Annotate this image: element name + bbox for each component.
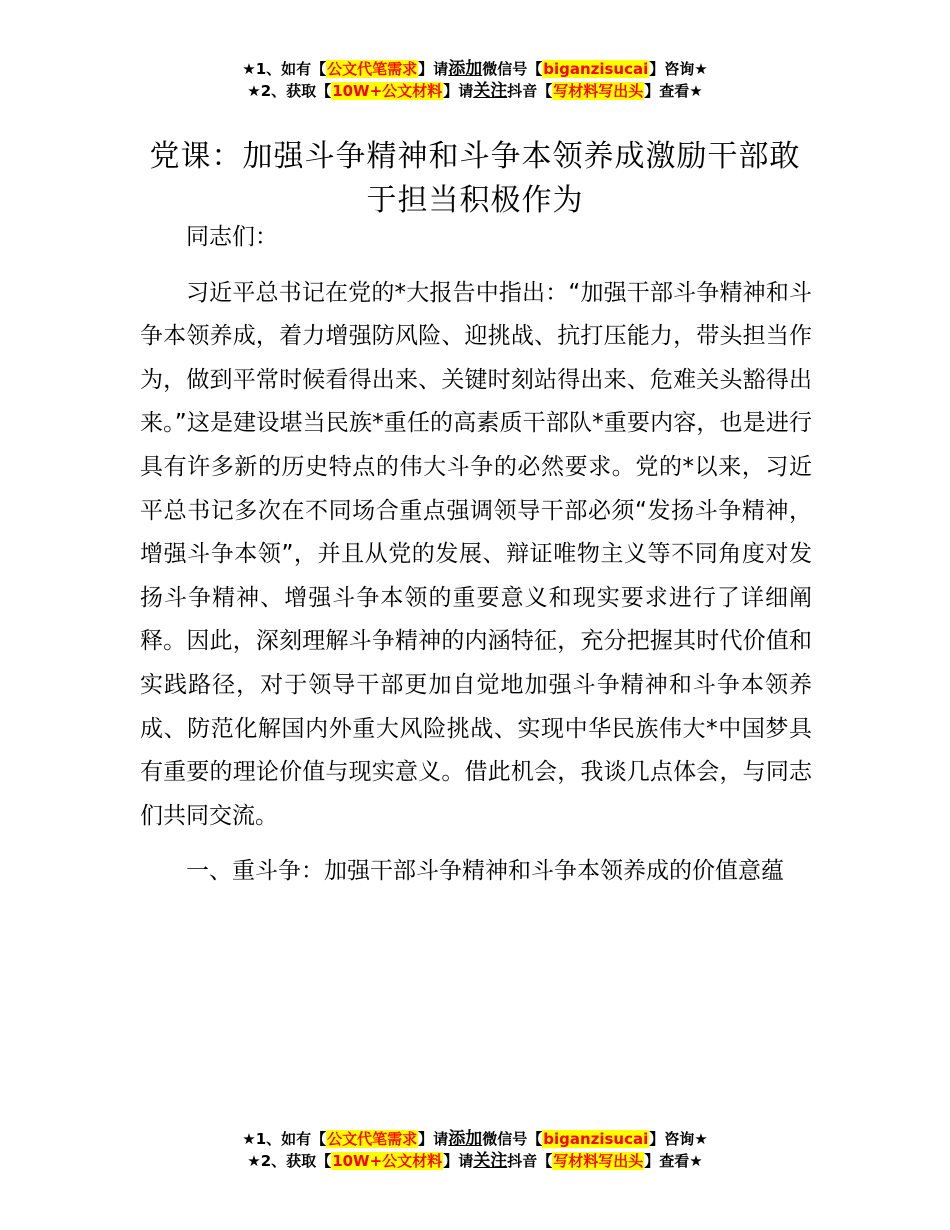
footer-line-1: ★1、如有【公文代笔需求】请添加微信号【biganzisucai】咨询★ (242, 1129, 708, 1149)
footer-highlight-service: 公文代笔需求 (327, 1130, 418, 1148)
highlight-wechat-id: biganzisucai (543, 60, 649, 78)
paragraph-intro: 习近平总书记在党的*大报告中指出：“加强干部斗争精神和斗争本领养成，着力增强防风险、迎挑战、抗打压能力，带头担当作为，做到平常时候看得出来、关键时刻站得出来、危难关头豁得出来。”这是建设堪当民族*重任的高素质干部队*重要内容，也是进行具有许多新的历史特点的伟大斗争的必然要求。党的*以来，习近平总书记多次在不同场合重点强调领导干部必须“发扬斗争精神，增强斗争本领”，并且从党的发展、辩证唯物主义等不同角度对发扬斗争精神、增强斗争本领的重要意义和现实要求进行了详细阐释。因此，深刻理解斗争精神的内涵特征，充分把握其时代价值和实践路径，对于领导干部更加自觉地加强斗争精神和斗争本领养成、防范化解国内外重大风险挑战、实现中华民族伟大*中国梦具有重要的理论价值与现实意义。借此机会，我谈几点体会，与同志们共同交流。 (140, 279, 812, 829)
footer-banner (0, 1128, 950, 1172)
banner-line-1: ★1、如有【公文代笔需求】请添加微信号【biganzisucai】咨询★ (242, 59, 708, 79)
document-title: 党课：加强斗争精神和斗争本领养成激励干部敢于担当积极作为 (149, 139, 801, 219)
header-banner (0, 58, 950, 102)
greeting: 同志们： (186, 224, 278, 250)
footer-highlight-douyin: 写材料写出头 (553, 1152, 644, 1170)
highlight-materials: 10W+公文材料 (332, 82, 443, 100)
document-body (140, 216, 812, 894)
highlight-service: 公文代笔需求 (327, 60, 418, 78)
highlight-douyin: 写材料写出头 (553, 82, 644, 100)
footer-highlight-materials: 10W+公文材料 (332, 1152, 443, 1170)
banner-line-2: ★2、获取【10W+公文材料】请关注抖音【写材料写出头】查看★ (247, 81, 703, 101)
section-heading-1: 一、重斗争：加强干部斗争精神和斗争本领养成的价值意蕴 (186, 858, 784, 885)
footer-line-2: ★2、获取【10W+公文材料】请关注抖音【写材料写出头】查看★ (247, 1151, 703, 1171)
footer-highlight-wechat-id: biganzisucai (543, 1130, 649, 1148)
